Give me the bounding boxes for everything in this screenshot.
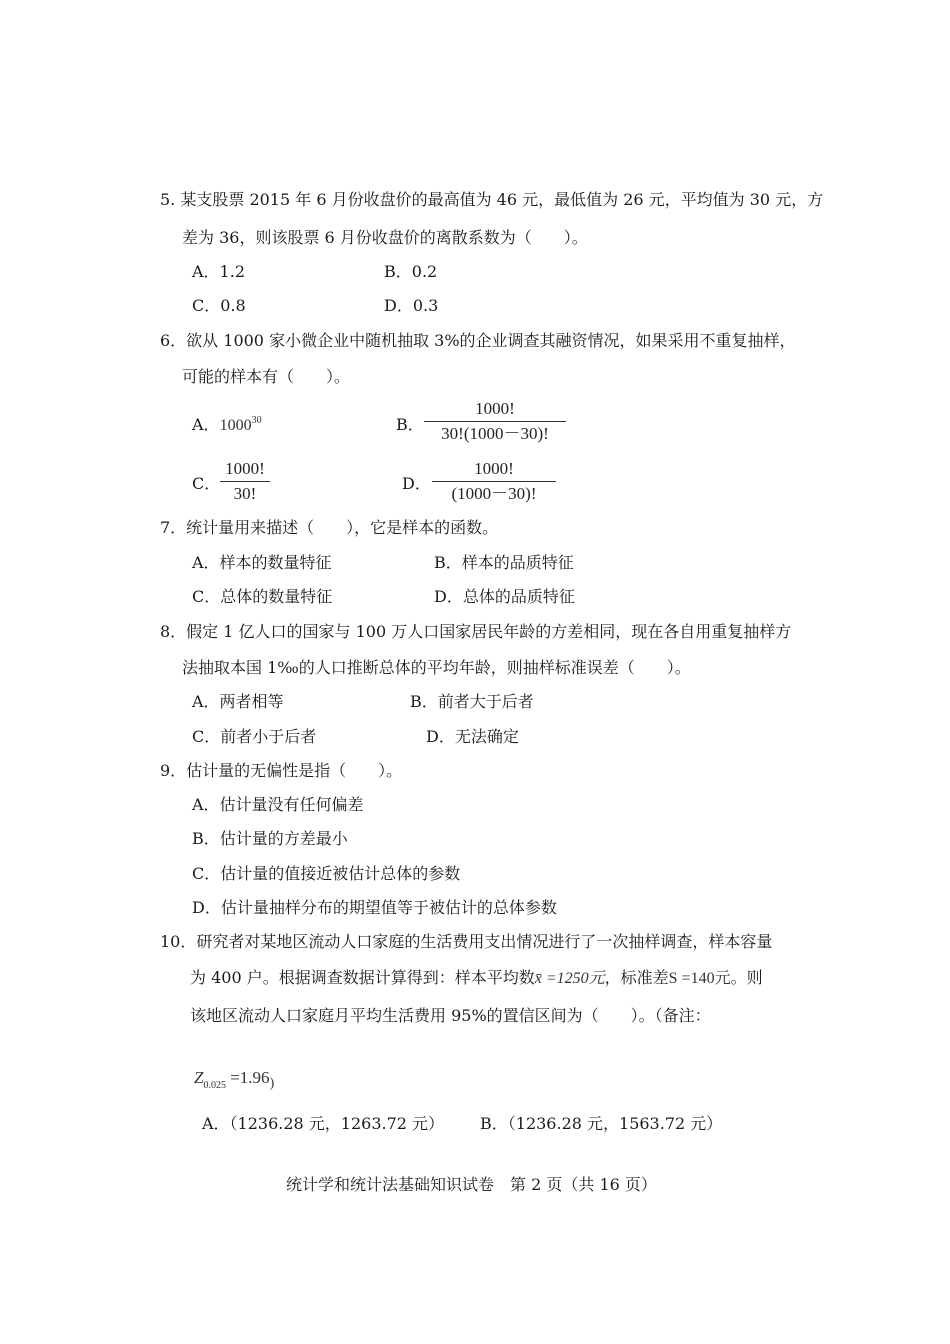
q6-option-b-label: B． [396, 415, 424, 434]
q9-option-b: B．估计量的方差最小 [192, 829, 348, 848]
q10-stem-line1: 10．研究者对某地区流动人口家庭的生活费用支出情况进行了一次抽样调查，样本容量 [160, 932, 773, 951]
q6-option-c-denominator: 30! [233, 484, 257, 503]
q10-line2-part-a: 为 400 户。根据调查数据计算得到：样本平均数 [190, 968, 535, 987]
q10-option-b: B．（1236.28 元，1563.72 元） [480, 1114, 723, 1133]
q10-z-close-paren: ) [269, 1076, 275, 1091]
q6-option-c-fraction [220, 458, 270, 505]
q6-option-b-denominator: 30!(1000－30)! [441, 424, 549, 443]
q8-stem-line1: 8．假定 1 亿人口的国家与 100 万人口国家居民年龄的方差相同，现在各自用重复抽样方 [160, 622, 792, 641]
q10-line2-part-b: ，标准差 [604, 968, 669, 987]
q8-option-c: C．前者小于后者 [192, 727, 317, 746]
q10-sample-mean-expression: x̄ =1250元 [534, 970, 605, 987]
fraction-bar [432, 481, 556, 482]
q10-stem-line2 [190, 968, 763, 989]
q6-option-d-label: D． [402, 474, 431, 493]
q6-option-c-numerator: 1000! [225, 459, 265, 478]
q6-option-b-fraction [424, 398, 566, 445]
q8-option-d: D．无法确定 [426, 727, 519, 746]
q6-option-d-numerator: 1000! [474, 459, 514, 478]
q10-sample-sd-expression: S =140元 [668, 970, 731, 987]
q6-option-a-base: 1000 [219, 417, 252, 434]
q10-z-value: =1.96 [225, 1068, 270, 1087]
q7-stem-line1: 7．统计量用来描述（ ），它是样本的函数。 [160, 518, 499, 537]
q6-option-d-fraction [432, 458, 556, 505]
q6-option-a-label: A． [192, 415, 220, 434]
q8-option-b: B．前者大于后者 [410, 692, 534, 711]
q9-stem-line1: 9．估计量的无偏性是指（ ）。 [160, 761, 403, 780]
q5-option-a: A．1.2 [192, 262, 246, 281]
q7-option-b: B．样本的品质特征 [434, 553, 574, 572]
q5-option-b: B．0.2 [384, 262, 438, 281]
q9-option-c: C．估计量的值接近被估计总体的参数 [192, 864, 461, 883]
q5-option-c: C．0.8 [192, 296, 246, 315]
q5-stem-line2: 差为 36，则该股票 6 月份收盘价的离散系数为（ ）。 [182, 228, 588, 247]
q7-option-d: D．总体的品质特征 [434, 587, 575, 606]
q7-option-c: C．总体的数量特征 [192, 587, 333, 606]
q6-option-b-numerator: 1000! [475, 399, 515, 418]
q6-option-a [192, 415, 262, 438]
q5-option-d: D．0.3 [384, 296, 439, 315]
q10-option-a: A．（1236.28 元，1263.72 元） [202, 1114, 445, 1133]
q5-stem-line1: 5. 某支股票 2015 年 6 月份收盘价的最高值为 46 元，最低值为 26 元，平均值为 30 元，方 [160, 190, 824, 209]
fraction-bar [424, 421, 566, 422]
q6-option-a-exponent: 30 [251, 415, 262, 426]
q7-option-a: A．样本的数量特征 [192, 553, 332, 572]
q6-stem-line2: 可能的样本有（ ）。 [182, 367, 351, 386]
q10-z-value-note [194, 1068, 274, 1091]
fraction-bar [220, 481, 270, 482]
page-footer: 统计学和统计法基础知识试卷 第 2 页（共 16 页） [286, 1175, 657, 1194]
q10-z-subscript: 0.025 [203, 1080, 226, 1091]
q8-stem-line2: 法抽取本国 1‰的人口推断总体的平均年龄，则抽样标准误差（ ）。 [182, 658, 691, 677]
q8-option-a: A．两者相等 [192, 692, 284, 711]
q10-stem-line3: 该地区流动人口家庭月平均生活费用 95%的置信区间为（ ）。（备注： [190, 1006, 711, 1025]
q9-option-d: D．估计量抽样分布的期望值等于被估计的总体参数 [192, 898, 557, 917]
q9-option-a: A．估计量没有任何偏差 [192, 795, 364, 814]
q10-line2-part-c: 。则 [730, 968, 763, 987]
q6-option-c-label: C． [192, 474, 221, 493]
q6-option-d-denominator: (1000－30)! [451, 484, 537, 503]
q6-stem-line1: 6．欲从 1000 家小微企业中随机抽取 3%的企业调查其融资情况，如果采用不重复抽样， [160, 331, 796, 350]
q10-z-symbol: Z [194, 1068, 204, 1087]
